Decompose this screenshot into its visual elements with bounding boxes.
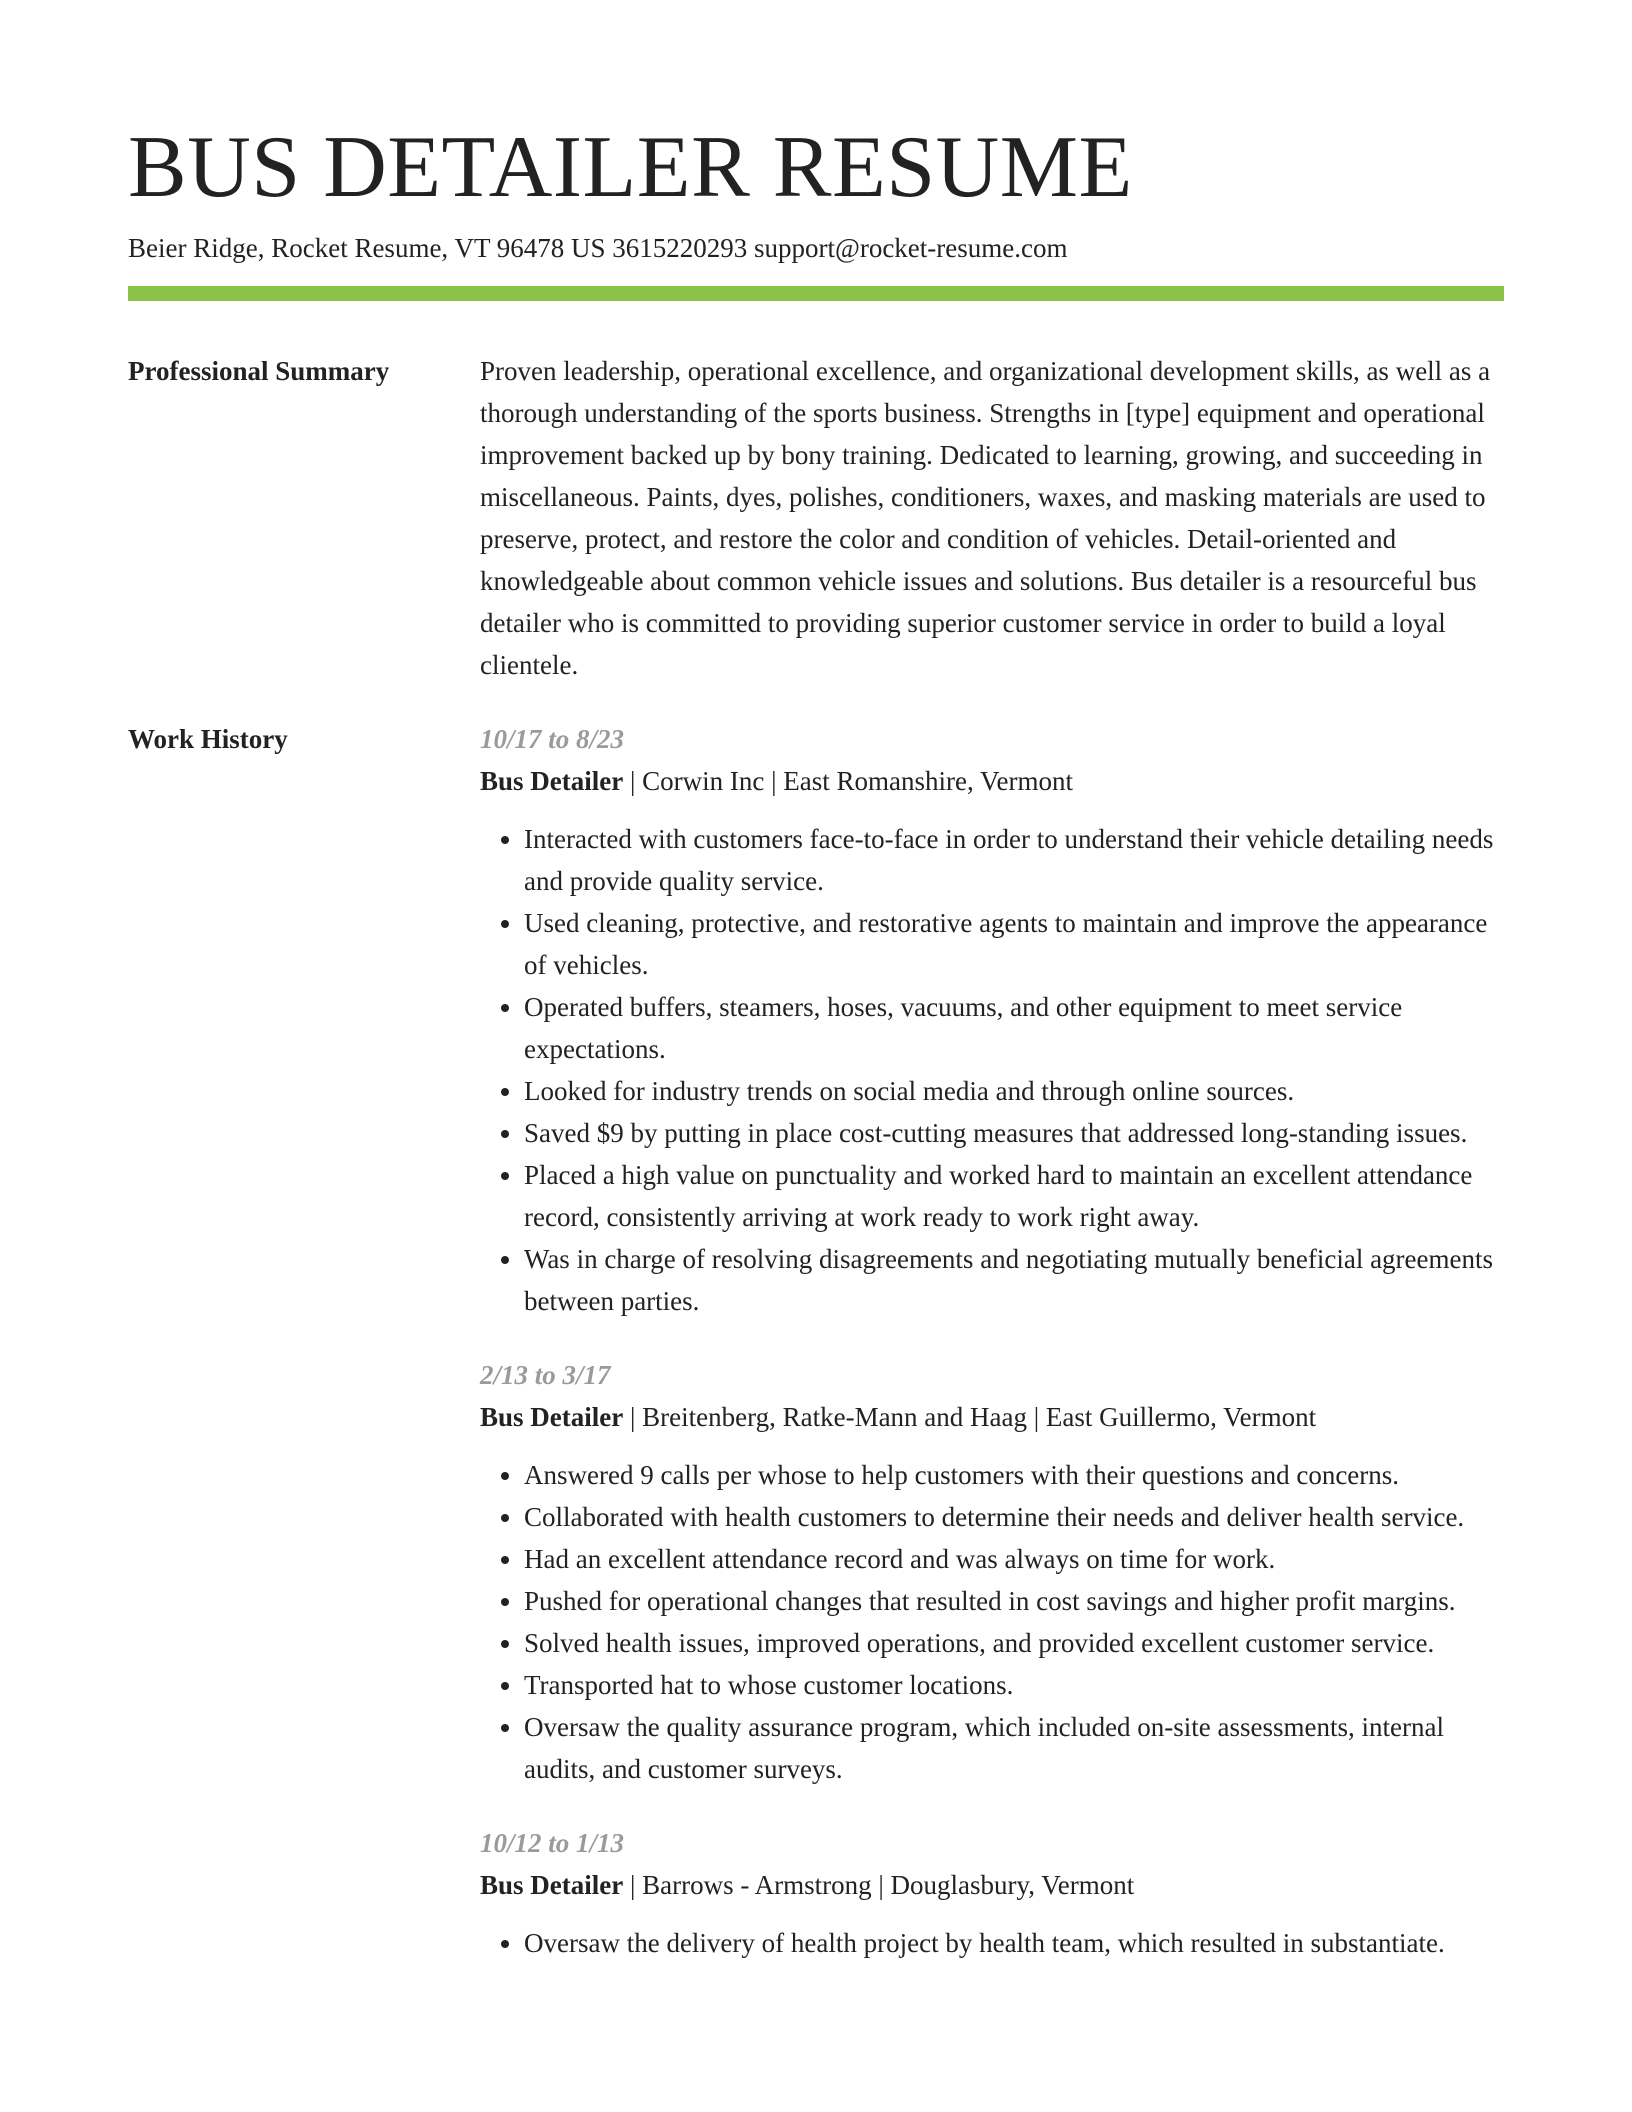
job-entry bbox=[480, 718, 1504, 1322]
job-bullet: • Collaborated with health customers to determine their needs and deliver health service. bbox=[524, 1496, 1504, 1538]
job-entry bbox=[480, 1354, 1504, 1790]
job-dates: 10/17 to 8/23 bbox=[480, 724, 625, 754]
job-bullet: • Had an excellent attendance record and was always on time for work. bbox=[524, 1538, 1504, 1580]
work-history-body bbox=[480, 718, 1504, 1996]
job-dates: 10/12 to 1/13 bbox=[480, 1828, 625, 1858]
resume-title: BUS DETAILER RESUME bbox=[128, 119, 1133, 216]
job-heading bbox=[480, 760, 1504, 802]
job-bullet: • Pushed for operational changes that resulted in cost savings and higher profit margins. bbox=[524, 1580, 1504, 1622]
job-bullet: • Saved $9 by putting in place cost-cutting measures that addressed long-standing issues. bbox=[524, 1112, 1504, 1154]
resume-content bbox=[128, 350, 1504, 1996]
job-details: | Breitenberg, Ratke-Mann and Haag | East Guillermo, Vermont bbox=[623, 1402, 1317, 1432]
job-entry bbox=[480, 1822, 1504, 1964]
job-bullet: • Transported hat to whose customer locations. bbox=[524, 1664, 1504, 1706]
job-heading bbox=[480, 1864, 1504, 1906]
professional-summary-section bbox=[128, 350, 1504, 686]
job-details: | Corwin Inc | East Romanshire, Vermont bbox=[623, 766, 1073, 796]
summary-body bbox=[480, 350, 1504, 686]
job-dates: 2/13 to 3/17 bbox=[480, 1360, 611, 1390]
job-role: Bus Detailer bbox=[480, 1402, 624, 1432]
job-bullet: • Interacted with customers face-to-face in order to understand their vehicle detailing needs and provide quality service. bbox=[524, 818, 1504, 902]
work-history-section bbox=[128, 718, 1504, 1996]
job-bullet: • Solved health issues, improved operations, and provided excellent customer service. bbox=[524, 1622, 1504, 1664]
job-bullet: • Looked for industry trends on social media and through online sources. bbox=[524, 1070, 1504, 1112]
summary-text: Proven leadership, operational excellence, and organizational development skills, as well as a thorough understanding of the sports business. Strengths in [type] equipment and operational improvement backed up by bony training. Dedicated to learning, growing, and succeeding in miscellaneous. Paints, dyes, polishes, conditioners, waxes, and masking materials are used to preserve, protect, and restore the color and condition of vehicles. Detail-oriented and knowledgeable about common vehicle issues and solutions. Bus detailer is a resourceful bus detailer who is committed to providing superior customer service in order to build a loyal clientele. bbox=[480, 356, 1491, 680]
job-bullet-list bbox=[480, 818, 1504, 1322]
job-role: Bus Detailer bbox=[480, 766, 624, 796]
job-heading bbox=[480, 1396, 1504, 1438]
section-heading-summary: Professional Summary bbox=[128, 356, 390, 386]
accent-divider bbox=[128, 286, 1504, 301]
job-bullet: • Oversaw the delivery of health project by health team, which resulted in substantiate. bbox=[524, 1922, 1504, 1964]
job-bullet: • Answered 9 calls per whose to help customers with their questions and concerns. bbox=[524, 1454, 1504, 1496]
job-role: Bus Detailer bbox=[480, 1870, 624, 1900]
job-details: | Barrows - Armstrong | Douglasbury, Vermont bbox=[623, 1870, 1135, 1900]
job-bullet-list bbox=[480, 1454, 1504, 1790]
job-bullet: • Oversaw the quality assurance program, which included on-site assessments, internal audits, and customer surveys. bbox=[524, 1706, 1504, 1790]
job-bullet: • Placed a high value on punctuality and worked hard to maintain an excellent attendance record, consistently arriving at work ready to work right away. bbox=[524, 1154, 1504, 1238]
job-bullet: • Operated buffers, steamers, hoses, vacuums, and other equipment to meet service expectations. bbox=[524, 986, 1504, 1070]
job-bullet: • Used cleaning, protective, and restorative agents to maintain and improve the appearance of vehicles. bbox=[524, 902, 1504, 986]
section-heading-work: Work History bbox=[128, 724, 288, 754]
job-bullet: • Was in charge of resolving disagreements and negotiating mutually beneficial agreements between parties. bbox=[524, 1238, 1504, 1322]
job-bullet-list bbox=[480, 1922, 1504, 1964]
contact-line: Beier Ridge, Rocket Resume, VT 96478 US 3615220293 support@rocket-resume.com bbox=[128, 233, 1068, 263]
